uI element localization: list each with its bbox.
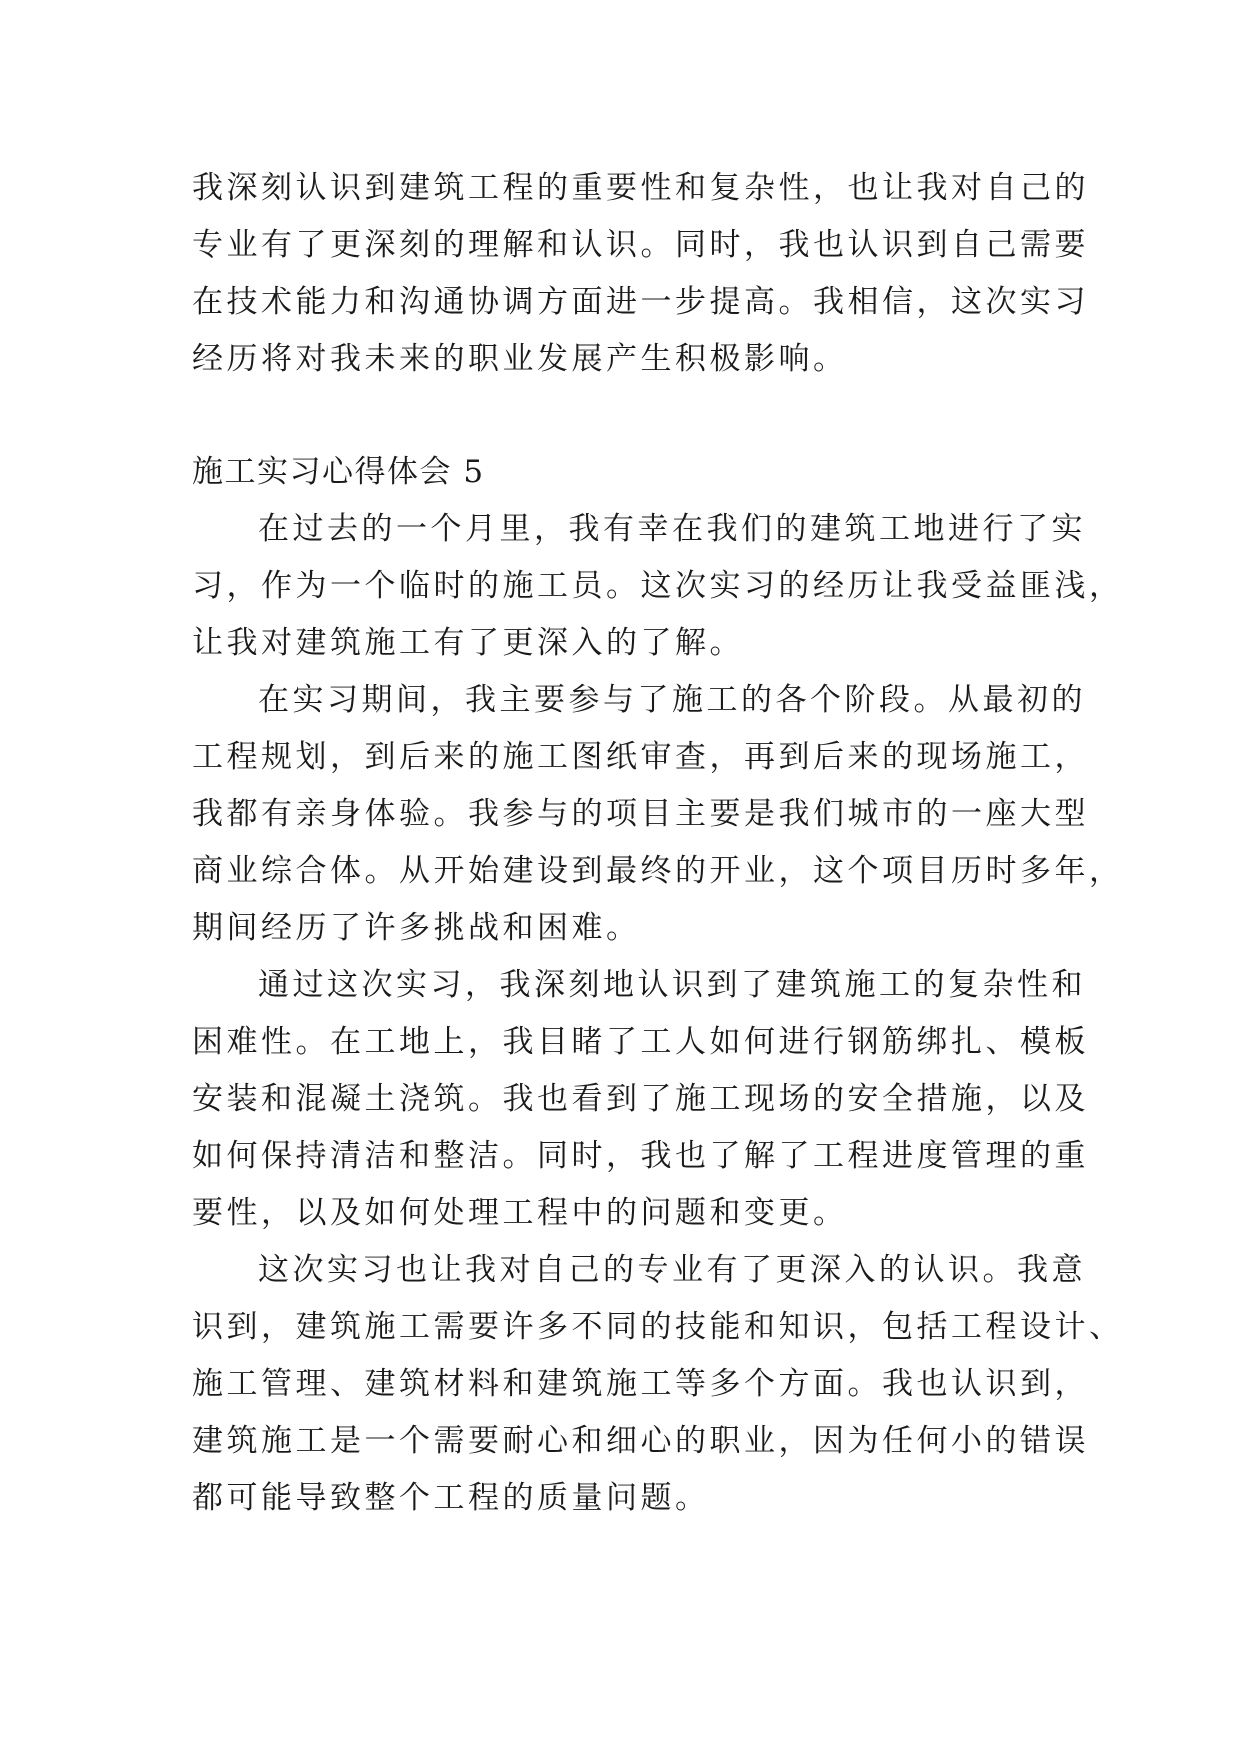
body-paragraph-2 — [192, 672, 1124, 957]
paragraph-line: 在技术能力和沟通协调方面进一步提高。我相信，这次实习 — [192, 284, 1089, 320]
paragraph-line: 工程规划，到后来的施工图纸审查，再到后来的现场施工， — [192, 739, 1089, 775]
paragraph-line: 困难性。在工地上，我目睹了工人如何进行钢筋绑扎、模板 — [192, 1024, 1089, 1060]
paragraph-line: 商业综合体。从开始建设到最终的开业，这个项目历时多年， — [192, 853, 1124, 889]
paragraph-line: 如何保持清洁和整洁。同时，我也了解了工程进度管理的重 — [192, 1138, 1089, 1174]
paragraph-line: 这次实习也让我对自己的专业有了更深入的认识。我意 — [258, 1252, 1086, 1288]
paragraph-line: 安装和混凝土浇筑。我也看到了施工现场的安全措施，以及 — [192, 1081, 1089, 1117]
paragraph-line: 习，作为一个临时的施工员。这次实习的经历让我受益匪浅， — [192, 568, 1124, 604]
intro-paragraph — [192, 160, 1089, 388]
paragraph-line: 都可能导致整个工程的质量问题。 — [192, 1480, 710, 1516]
body-paragraph-1 — [192, 501, 1124, 672]
paragraph-line: 在实习期间，我主要参与了施工的各个阶段。从最初的 — [258, 682, 1086, 718]
document-body — [192, 160, 1124, 1527]
paragraph-line: 期间经历了许多挑战和困难。 — [192, 910, 641, 946]
paragraph-line: 识到，建筑施工需要许多不同的技能和知识，包括工程设计、 — [192, 1309, 1124, 1345]
paragraph-line: 让我对建筑施工有了更深入的了解。 — [192, 625, 744, 661]
paragraph-line: 在过去的一个月里，我有幸在我们的建筑工地进行了实 — [258, 511, 1086, 547]
body-paragraph-3 — [192, 957, 1089, 1242]
paragraph-line: 专业有了更深刻的理解和认识。同时，我也认识到自己需要 — [192, 227, 1089, 263]
paragraph-line: 我都有亲身体验。我参与的项目主要是我们城市的一座大型 — [192, 796, 1089, 832]
paragraph-line: 要性，以及如何处理工程中的问题和变更。 — [192, 1195, 848, 1231]
paragraph-line: 施工管理、建筑材料和建筑施工等多个方面。我也认识到， — [192, 1366, 1089, 1402]
body-paragraph-4 — [192, 1242, 1124, 1527]
paragraph-line: 经历将对我未来的职业发展产生积极影响。 — [192, 341, 848, 377]
paragraph-line: 我深刻认识到建筑工程的重要性和复杂性，也让我对自己的 — [192, 170, 1089, 206]
paragraph-line: 建筑施工是一个需要耐心和细心的职业，因为任何小的错误 — [192, 1423, 1089, 1459]
section-heading: 施工实习心得体会 5 — [192, 454, 485, 490]
paragraph-line: 通过这次实习，我深刻地认识到了建筑施工的复杂性和 — [258, 967, 1086, 1003]
